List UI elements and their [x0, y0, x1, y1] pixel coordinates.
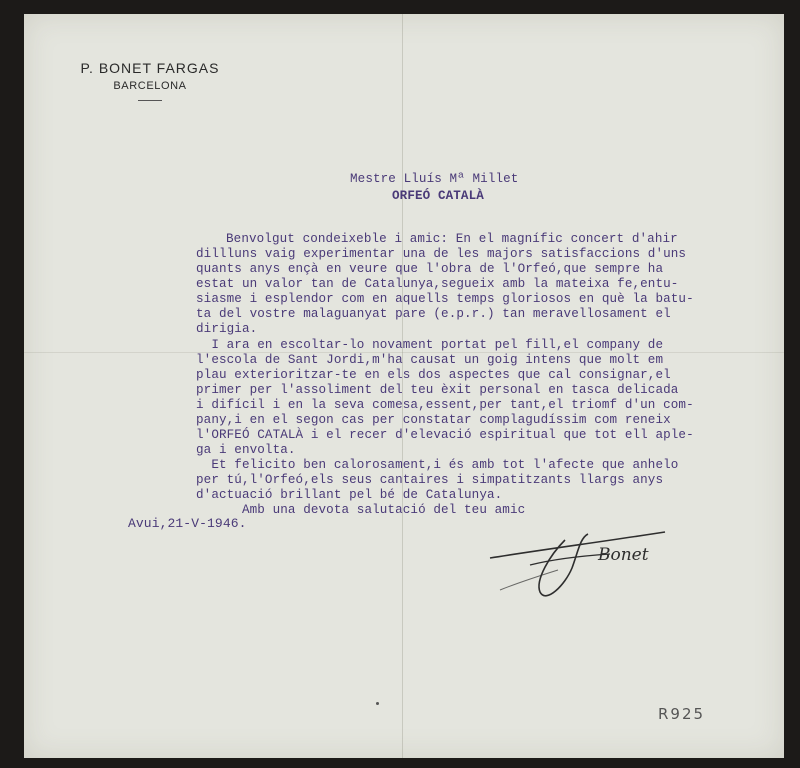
body-line: ta del vostre malaguanyat pare (e.p.r.) tan meravellosament el	[196, 307, 671, 321]
body-line: I ara en escoltar-lo novament portat pel fill,el company de	[196, 338, 664, 352]
signature	[470, 520, 670, 615]
body-line: per tú,l'Orfeó,els seus cantaires i simpatitzants llargs anys	[196, 473, 664, 487]
recipient-organization: ORFEÓ CATALÀ	[392, 189, 484, 203]
recipient-name: Mestre Lluís Mª Millet	[350, 172, 519, 186]
letterhead-name: P. BONET FARGAS	[80, 60, 220, 76]
signature-name: Bonet	[598, 545, 649, 565]
letter-date: Avui,21-V-1946.	[128, 516, 247, 531]
body-line: siasme i esplendor com en aquells temps gloriosos en què la batu-	[196, 292, 694, 306]
body-line: Amb una devota salutació del teu amic	[196, 503, 526, 517]
body-line: l'escola de Sant Jordi,m'ha causat un goig intens que molt em	[196, 353, 664, 367]
body-line: estat un valor tan de Catalunya,segueix amb la mateixa fe,entu-	[196, 277, 679, 291]
body-line: plau exterioritzar-te en els dos aspectes que cal consignar,el	[196, 368, 671, 382]
body-line: i difícil i en la seva comesa,essent,per tant,el triomf d'un com-	[196, 398, 694, 412]
body-line: quants anys ençà en veure que l'obra de l'Orfeó,que sempre ha	[196, 262, 664, 276]
letterhead-city: BARCELONA	[113, 80, 187, 92]
body-line: Et felicito ben calorosament,i és amb tot l'afecte que anhelo	[196, 458, 679, 472]
body-line: Benvolgut condeixeble i amic: En el magnífic concert d'ahir	[226, 232, 678, 246]
letterhead	[70, 60, 230, 101]
body-line: d'actuació brillant pel bé de Catalunya.	[196, 488, 503, 502]
paper-mark	[376, 702, 379, 705]
body-line: dirigia.	[196, 322, 258, 336]
body-line: pany,i en el segon cas per constatar complagudíssim com reneix	[196, 413, 671, 427]
body-line: dillluns vaig experimentar una de les majors satisfaccions d'uns	[196, 247, 687, 261]
letterhead-rule	[138, 100, 162, 101]
body-line: ga i envolta.	[196, 443, 296, 457]
body-line: primer per l'assoliment del teu èxit personal en tasca delicada	[196, 383, 679, 397]
signature-scribble	[470, 520, 670, 610]
archive-reference: R925	[658, 705, 706, 723]
body-line: l'ORFEÓ CATALÀ i el recer d'elevació espiritual que tot ell aple-	[196, 428, 694, 442]
